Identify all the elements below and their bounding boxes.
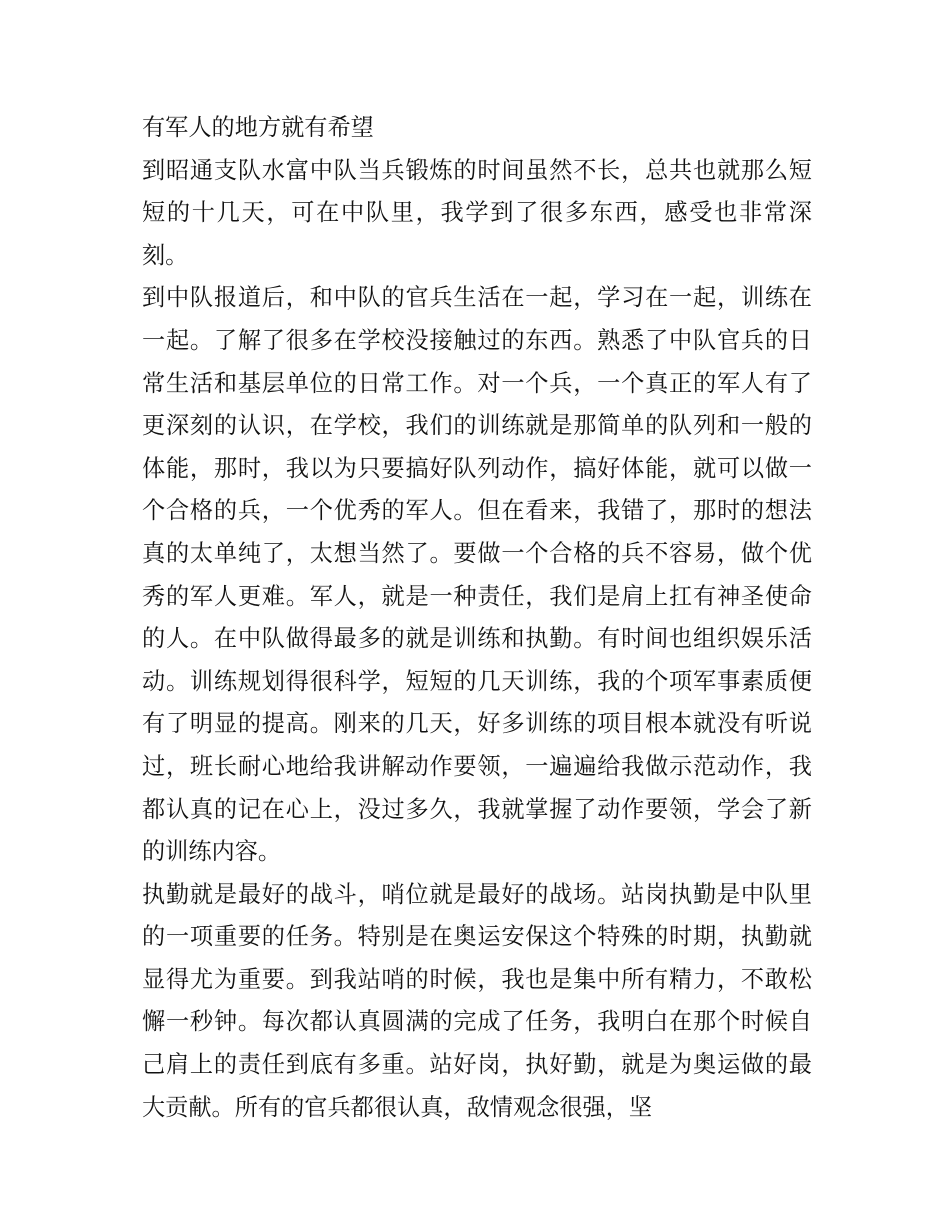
paragraph-3: 执勤就是最好的战斗，哨位就是最好的战场。站岗执勤是中队里的一项重要的任务。特别是在奥运安保这个特殊的时期，执勤就显得尤为重要。到我站哨的时候，我也是集中所有精力，不敢松懈一秒钟。每次都认真圆满的完成了任务，我明白在那个时候自己肩上的责任到底有多重。站好岗，执好勤，就是为奥运做的最大贡献。所有的官兵都很认真，敌情观念很强，坚: [142, 880, 812, 1121]
document-body: [142, 107, 812, 1129]
paragraph-1: 到昭通支队水富中队当兵锻炼的时间虽然不长，总共也就那么短短的十几天，可在中队里，我学到了很多东西，感受也非常深刻。: [142, 156, 812, 269]
paragraph-2: 到中队报道后，和中队的官兵生活在一起，学习在一起，训练在一起。了解了很多在学校没接触过的东西。熟悉了中队官兵的日常生活和基层单位的日常工作。对一个兵，一个真正的军人有了更深刻的认识，在学校，我们的训练就是那简单的队列和一般的体能，那时，我以为只要搞好队列动作，搞好体能，就可以做一个合格的兵，一个优秀的军人。但在看来，我错了，那时的想法真的太单纯了，太想当然了。要做一个合格的兵不容易，做个优秀的军人更难。军人，就是一种责任，我们是肩上扛有神圣使命的人。在中队做得最多的就是训练和执勤。有时间也组织娱乐活动。训练规划得很科学，短短的几天训练，我的个项军事素质便有了明显的提高。刚来的几天，好多训练的项目根本就没有听说过，班长耐心地给我讲解动作要领，一遍遍给我做示范动作，我都认真的记在心上，没过多久，我就掌握了动作要领，学会了新的训练内容。: [142, 284, 812, 866]
document-title: 有军人的地方就有希望: [142, 114, 374, 141]
